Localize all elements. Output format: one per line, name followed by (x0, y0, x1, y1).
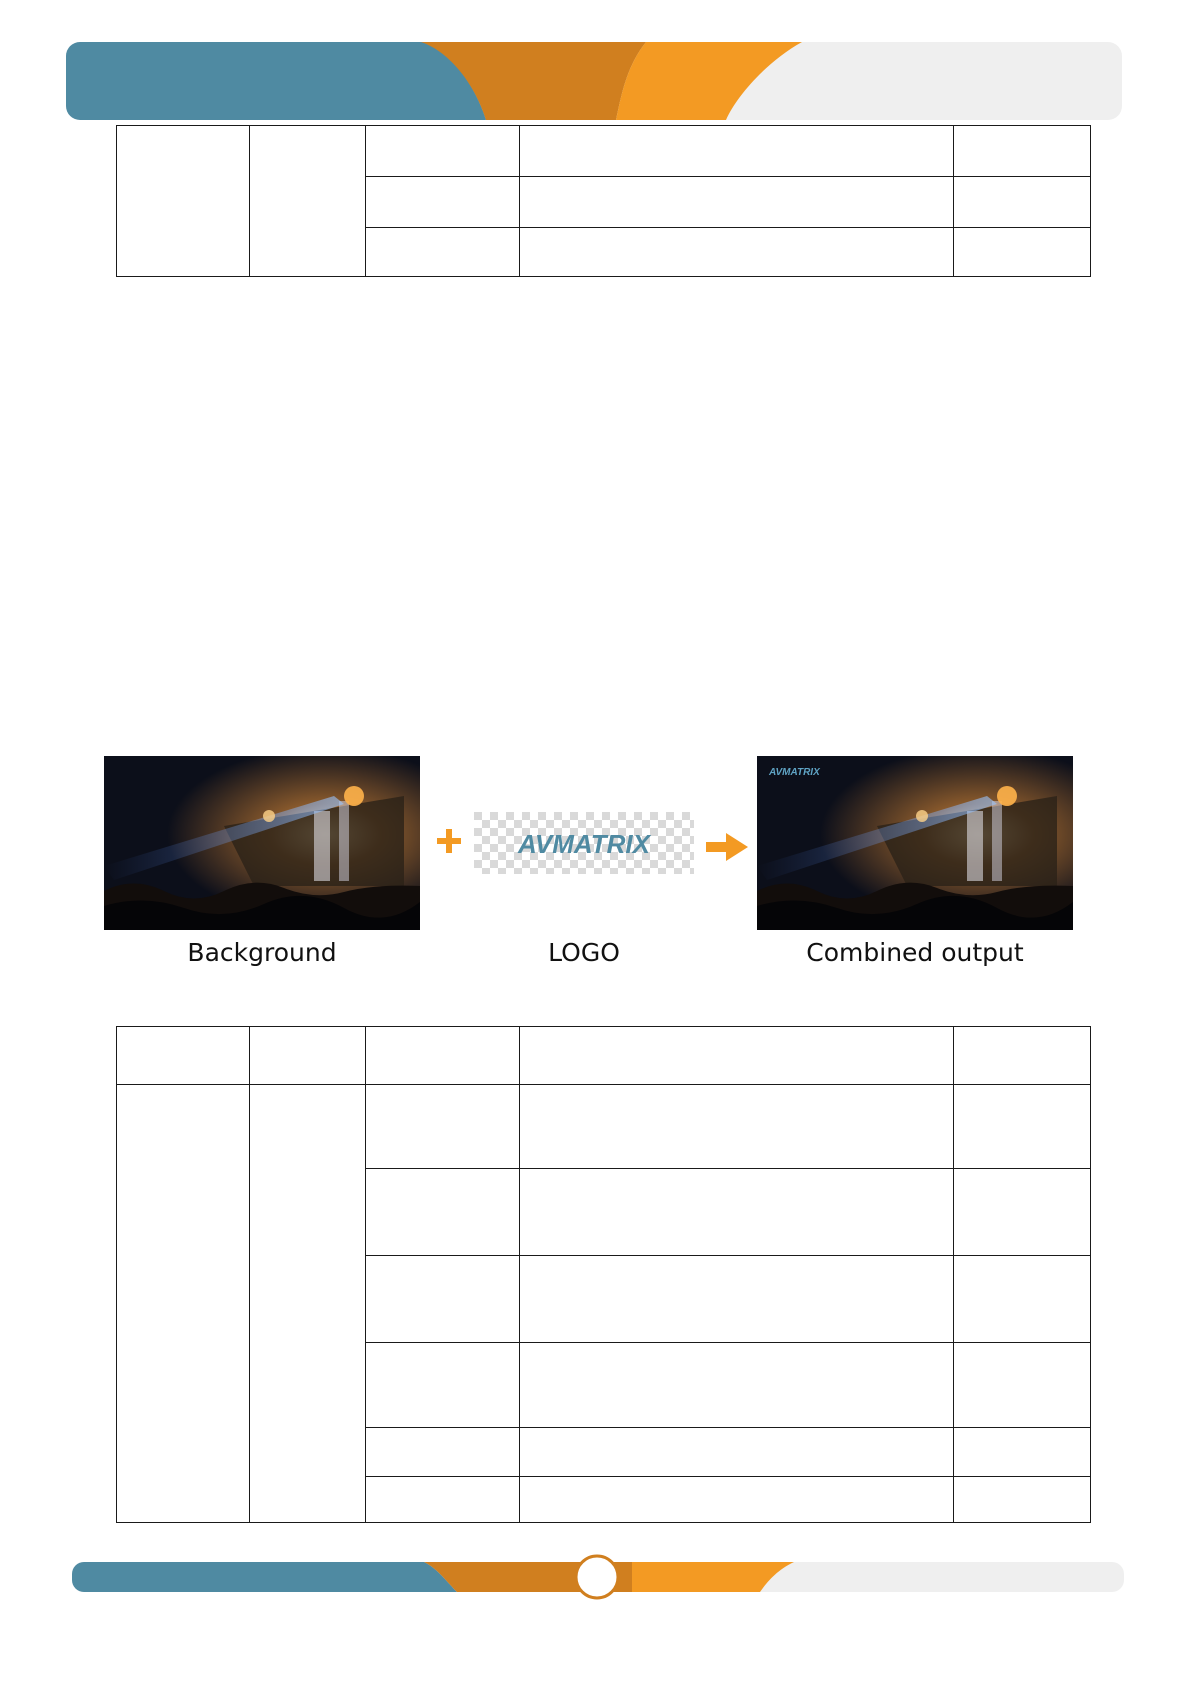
table-cell (954, 1343, 1091, 1428)
table-cell (954, 1477, 1091, 1523)
logo-image (474, 812, 694, 874)
table-cell (366, 1256, 520, 1343)
table-cell (520, 177, 954, 228)
table-cell (366, 1477, 520, 1523)
table-cell (520, 1343, 954, 1428)
parameter-table-top (116, 125, 1091, 277)
table-header-cell (520, 1027, 954, 1085)
table-cell (520, 126, 954, 177)
table-cell (366, 1169, 520, 1256)
table-cell (117, 126, 250, 277)
table-cell (366, 228, 520, 277)
table-header-cell (366, 1027, 520, 1085)
table-header-row (117, 1027, 1091, 1085)
table-cell (366, 1085, 520, 1169)
table-cell (520, 1085, 954, 1169)
table-cell (520, 1477, 954, 1523)
table-cell (954, 177, 1091, 228)
table-cell (366, 177, 520, 228)
logo-text: AVMATRIX (518, 829, 650, 859)
table-header-cell (117, 1027, 250, 1085)
combined-output-caption: Combined output (806, 938, 1024, 967)
page-number-circle (576, 1556, 618, 1598)
combined-watermark-text: AVMATRIX (769, 767, 820, 778)
table-cell (250, 126, 366, 277)
table-header-cell (954, 1027, 1091, 1085)
table-cell (520, 228, 954, 277)
table-cell (366, 126, 520, 177)
table-cell (520, 1428, 954, 1477)
table-cell (520, 1256, 954, 1343)
table-cell (366, 1428, 520, 1477)
table-cell (954, 1085, 1091, 1169)
background-caption: Background (187, 938, 337, 967)
table-cell (117, 1085, 250, 1523)
parameter-table-bottom (116, 1026, 1091, 1523)
arrow-right-icon (706, 833, 748, 861)
table-cell (954, 1256, 1091, 1343)
background-photo (104, 756, 420, 930)
header-banner (66, 42, 1122, 120)
plus-icon (434, 826, 464, 856)
table-cell (954, 228, 1091, 277)
table-cell (954, 126, 1091, 177)
combined-output-photo (757, 756, 1073, 930)
table-cell (520, 1169, 954, 1256)
table-cell (954, 1169, 1091, 1256)
table-row (117, 1085, 1091, 1169)
table-header-cell (250, 1027, 366, 1085)
table-cell (366, 1343, 520, 1428)
table-cell (954, 1428, 1091, 1477)
footer-banner (72, 1554, 1124, 1600)
logo-caption: LOGO (548, 938, 620, 967)
table-cell (250, 1085, 366, 1523)
